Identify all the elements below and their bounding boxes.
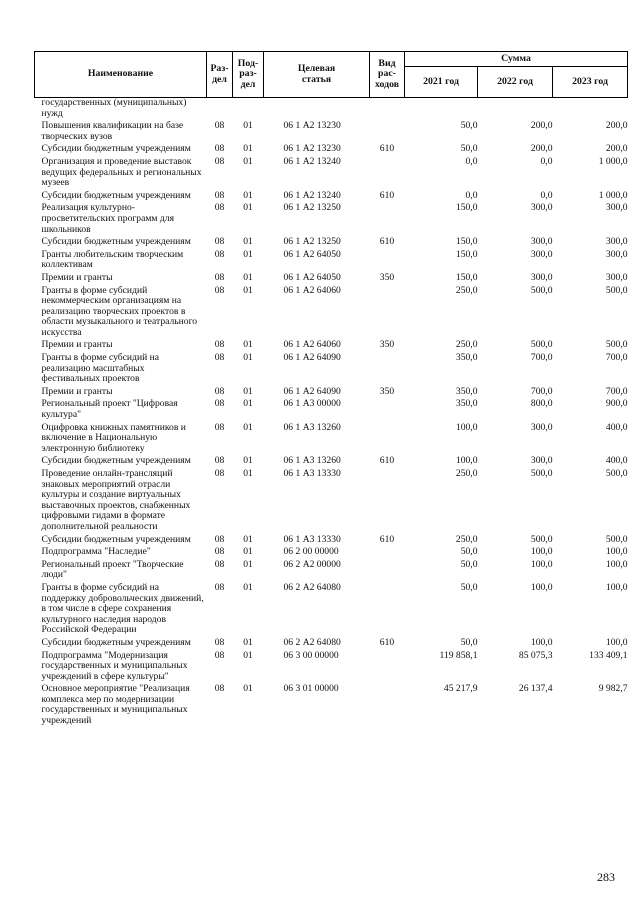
row-sum-2022: 100,0	[530, 636, 553, 648]
row-sum-2023: 500,0	[605, 533, 628, 545]
row-sum-2023: 1 000,0	[598, 189, 628, 201]
row-name: Субсидии бюджетным учреждениям	[41, 455, 191, 467]
row-vid	[370, 157, 405, 191]
row-name: Гранты любительским творческим коллективам	[41, 248, 184, 271]
row-sum-2022: 300,0	[530, 202, 553, 214]
row-sum-2022: 100,0	[530, 558, 553, 570]
row-name: Субсидии бюджетным учреждениям	[41, 143, 191, 155]
row-sum-2021: 250,0	[455, 284, 478, 296]
row-podrazdel: 01	[243, 284, 253, 296]
row-sum-2023: 300,0	[605, 236, 628, 248]
row-sum-2021: 350,0	[455, 385, 478, 397]
row-razdel: 08	[214, 248, 225, 260]
row-target-code: 06 2 А2 64080	[283, 636, 341, 648]
row-vid	[370, 286, 405, 341]
row-razdel: 08	[214, 202, 225, 214]
header-razdel: Раз- дел	[207, 52, 233, 98]
row-sum-2022: 200,0	[530, 120, 553, 132]
header-name: Наименование	[35, 52, 207, 98]
row-sum-2023: 500,0	[605, 339, 628, 351]
row-sum-2023: 100,0	[605, 546, 628, 558]
row-target-code	[264, 98, 370, 122]
row-podrazdel: 01	[243, 636, 253, 648]
row-name: Премии и гранты	[41, 385, 113, 397]
row-razdel: 08	[214, 683, 225, 695]
row-podrazdel: 01	[243, 352, 253, 364]
row-sum-2021: 0,0	[465, 189, 478, 201]
row-name: Подпрограмма "Модернизация государственных и муниципальных учреждений в сфере культуры"	[41, 649, 188, 682]
row-razdel: 08	[214, 120, 225, 132]
header-year-2021: 2021 год	[405, 67, 478, 98]
row-name: Региональный проект "Цифровая культура"	[41, 398, 178, 421]
row-podrazdel: 01	[243, 455, 253, 467]
row-target-code: 06 1 А2 13240	[283, 155, 341, 167]
table-row	[35, 583, 628, 638]
row-sum-2022: 300,0	[530, 248, 553, 260]
row-vid: 610	[379, 636, 395, 648]
row-sum-2023: 9 982,7	[598, 683, 628, 695]
row-name: Оцифровка книжных памятников и включение в Национальную электронную библиотеку	[41, 421, 186, 454]
row-podrazdel: 01	[243, 533, 253, 545]
row-vid: 350	[379, 339, 395, 351]
header-vid: Вид рас- ходов	[370, 52, 405, 98]
table-row	[35, 250, 628, 273]
row-target-code: 06 1 А2 13230	[283, 143, 341, 155]
row-sum-2021: 100,0	[455, 455, 478, 467]
row-razdel: 08	[214, 155, 225, 167]
row-target-code: 06 2 00 00000	[283, 546, 339, 558]
table-row	[35, 547, 628, 560]
row-name: Повышения квалификации на базе творческих вузов	[41, 120, 184, 142]
row-podrazdel: 01	[243, 236, 253, 248]
row-razdel: 08	[214, 236, 225, 248]
row-podrazdel: 01	[243, 155, 253, 167]
row-sum-2022: 500,0	[530, 339, 553, 351]
table-row	[35, 121, 628, 144]
row-razdel: 08	[214, 468, 225, 479]
row-razdel: 08	[214, 581, 225, 593]
row-sum-2023	[553, 98, 628, 122]
row-sum-2021: 250,0	[455, 468, 478, 479]
row-razdel: 08	[214, 398, 225, 410]
page-number: 283	[597, 870, 615, 884]
row-sum-2021	[405, 98, 478, 122]
row-vid: 610	[379, 455, 395, 467]
row-name: государственных (муниципальных) нужд	[41, 97, 187, 119]
row-podrazdel: 01	[243, 202, 253, 214]
row-sum-2021: 350,0	[455, 398, 478, 410]
row-sum-2021: 50,0	[460, 558, 478, 570]
row-sum-2022	[478, 98, 553, 122]
row-razdel: 08	[214, 352, 225, 364]
row-podrazdel: 01	[243, 339, 253, 351]
row-sum-2021: 50,0	[460, 636, 478, 648]
row-razdel: 08	[214, 649, 225, 661]
row-sum-2023: 500,0	[605, 284, 628, 296]
row-podrazdel: 01	[243, 120, 253, 132]
row-vid	[370, 423, 405, 457]
row-sum-2023: 900,0	[605, 398, 628, 410]
row-name: Реализация культурно-просветительских программ для школьников	[41, 202, 174, 235]
row-target-code: 06 1 А3 13330	[283, 468, 341, 479]
row-podrazdel: 01	[243, 385, 253, 397]
row-vid	[370, 583, 405, 638]
table-row	[35, 98, 628, 122]
row-sum-2022: 100,0	[530, 581, 553, 593]
row-razdel: 08	[214, 284, 225, 296]
row-vid: 610	[379, 143, 395, 155]
header-podrazdel: Под- раз- дел	[233, 52, 264, 98]
table-row	[35, 353, 628, 387]
row-razdel: 08	[214, 455, 225, 467]
row-razdel: 08	[214, 546, 225, 558]
row-vid	[370, 121, 405, 144]
row-sum-2023: 133 409,1	[589, 649, 628, 661]
row-razdel: 08	[214, 385, 225, 397]
header-year-2023: 2023 год	[553, 67, 628, 98]
row-sum-2021: 50,0	[460, 120, 478, 132]
row-sum-2023: 700,0	[605, 385, 628, 397]
table-row	[35, 469, 628, 535]
table-row	[35, 423, 628, 457]
row-target-code: 06 1 А2 13250	[283, 202, 341, 214]
row-razdel: 08	[214, 143, 225, 155]
row-sum-2022: 26 137,4	[518, 683, 553, 695]
row-vid	[370, 547, 405, 560]
table-row	[35, 399, 628, 422]
row-vid	[370, 560, 405, 583]
row-sum-2023: 200,0	[605, 143, 628, 155]
row-sum-2023: 500,0	[605, 468, 628, 479]
row-sum-2022: 200,0	[530, 143, 553, 155]
row-razdel: 08	[214, 533, 225, 545]
row-razdel	[207, 98, 233, 122]
row-sum-2022: 700,0	[530, 352, 553, 364]
row-sum-2023: 300,0	[605, 248, 628, 260]
table-row	[35, 286, 628, 341]
row-target-code: 06 1 А2 64050	[283, 248, 341, 260]
row-vid	[370, 98, 405, 122]
row-vid	[370, 353, 405, 387]
row-sum-2022: 700,0	[530, 385, 553, 397]
row-target-code: 06 2 А2 64080	[283, 581, 341, 593]
row-sum-2022: 300,0	[530, 455, 553, 467]
header-year-2022: 2022 год	[478, 67, 553, 98]
row-sum-2023: 700,0	[605, 352, 628, 364]
row-vid	[370, 203, 405, 237]
header-target: Целевая статья	[264, 52, 370, 98]
row-podrazdel: 01	[243, 248, 253, 260]
row-podrazdel: 01	[243, 421, 253, 433]
row-sum-2021: 250,0	[455, 339, 478, 351]
row-name: Субсидии бюджетным учреждениям	[41, 533, 191, 545]
row-sum-2021: 150,0	[455, 271, 478, 283]
row-target-code: 06 1 А2 64060	[283, 284, 341, 296]
row-name: Субсидии бюджетным учреждениям	[41, 636, 191, 648]
row-sum-2023: 100,0	[605, 558, 628, 570]
row-name: Региональный проект "Творческие люди"	[41, 558, 184, 581]
table-row	[35, 157, 628, 191]
row-razdel: 08	[214, 271, 225, 283]
budget-table	[34, 51, 628, 729]
row-target-code: 06 1 А3 13260	[283, 455, 341, 467]
row-podrazdel: 01	[243, 271, 253, 283]
row-sum-2021: 0,0	[465, 155, 478, 167]
row-podrazdel: 01	[243, 546, 253, 558]
row-sum-2022: 0,0	[540, 189, 553, 201]
row-sum-2022: 300,0	[530, 421, 553, 433]
row-name: Основное мероприятие "Реализация комплекса мер по модернизации государственных и муниципальных учреждений	[41, 683, 190, 727]
row-name: Субсидии бюджетным учреждениям	[41, 236, 191, 248]
row-target-code: 06 1 А2 13250	[283, 236, 341, 248]
table-row	[35, 203, 628, 237]
row-target-code: 06 1 А3 13260	[283, 421, 341, 433]
row-target-code: 06 1 А3 00000	[283, 398, 341, 410]
row-target-code: 06 1 А3 13330	[283, 533, 341, 545]
row-sum-2021: 119 858,1	[439, 649, 478, 661]
row-sum-2023: 400,0	[605, 455, 628, 467]
row-razdel: 08	[214, 339, 225, 351]
row-podrazdel: 01	[243, 683, 253, 695]
row-vid	[370, 469, 405, 535]
row-vid: 610	[379, 236, 395, 248]
row-sum-2022: 500,0	[530, 533, 553, 545]
row-podrazdel: 01	[243, 398, 253, 410]
row-vid	[370, 684, 405, 728]
row-sum-2021: 50,0	[460, 581, 478, 593]
row-sum-2021: 50,0	[460, 546, 478, 558]
row-sum-2021: 50,0	[460, 143, 478, 155]
row-sum-2023: 1 000,0	[598, 155, 628, 167]
row-sum-2021: 250,0	[455, 533, 478, 545]
row-target-code: 06 1 А2 13240	[283, 189, 341, 201]
row-podrazdel: 01	[243, 649, 253, 661]
row-target-code: 06 1 А2 64090	[283, 352, 341, 364]
row-sum-2021: 150,0	[455, 236, 478, 248]
row-sum-2022: 0,0	[540, 155, 553, 167]
header-sum: Сумма	[405, 52, 628, 67]
row-name: Проведение онлайн-трансляций знаковых мероприятий отрасли культуры и создание виртуальных выставочных проектов, снабженных цифровыми гидами в формате дополнительной реальности	[41, 468, 191, 532]
table-row	[35, 638, 628, 651]
row-sum-2021: 150,0	[455, 248, 478, 260]
row-razdel: 08	[214, 421, 225, 433]
row-podrazdel: 01	[243, 189, 253, 201]
row-name: Гранты в форме субсидий на поддержку добровольческих движений, в том числе в сфере сохранения культурного наследия народов Российской Федерации	[41, 581, 204, 636]
row-sum-2022: 500,0	[530, 468, 553, 479]
row-sum-2023: 400,0	[605, 421, 628, 433]
table-row	[35, 273, 628, 286]
row-podrazdel: 01	[243, 143, 253, 155]
row-target-code: 06 3 01 00000	[283, 683, 339, 695]
row-vid	[370, 651, 405, 685]
row-razdel: 08	[214, 636, 225, 648]
row-name: Гранты в форме субсидий некоммерческим организациям на реализацию творческих проектов в области музыкального и театрального искусства	[41, 284, 198, 338]
row-sum-2021: 100,0	[455, 421, 478, 433]
row-razdel: 08	[214, 558, 225, 570]
row-razdel: 08	[214, 189, 225, 201]
table-header	[35, 52, 628, 98]
row-sum-2022: 85 075,3	[518, 649, 553, 661]
row-sum-2023: 100,0	[605, 581, 628, 593]
row-podrazdel	[233, 98, 264, 122]
row-podrazdel: 01	[243, 468, 253, 479]
table-row	[35, 684, 628, 728]
row-vid: 350	[379, 385, 395, 397]
row-sum-2022: 100,0	[530, 546, 553, 558]
table-row	[35, 237, 628, 250]
table-body	[35, 98, 628, 729]
table-row	[35, 560, 628, 583]
row-vid: 610	[379, 189, 395, 201]
row-target-code: 06 1 А2 64050	[283, 271, 341, 283]
row-name: Подпрограмма "Наследие"	[41, 546, 151, 558]
row-sum-2022: 300,0	[530, 236, 553, 248]
row-name: Премии и гранты	[41, 339, 113, 351]
row-sum-2022: 800,0	[530, 398, 553, 410]
row-sum-2023: 300,0	[605, 202, 628, 214]
row-name: Премии и гранты	[41, 271, 113, 283]
row-target-code: 06 1 А2 64060	[283, 339, 341, 351]
row-sum-2021: 350,0	[455, 352, 478, 364]
row-podrazdel: 01	[243, 581, 253, 593]
row-sum-2023: 100,0	[605, 636, 628, 648]
row-name: Субсидии бюджетным учреждениям	[41, 189, 191, 201]
row-name: Гранты в форме субсидий на реализацию масштабных фестивальных проектов	[41, 352, 160, 385]
row-sum-2023: 300,0	[605, 271, 628, 283]
row-target-code: 06 1 А2 64090	[283, 385, 341, 397]
row-vid	[370, 399, 405, 422]
row-target-code: 06 2 А2 00000	[283, 558, 341, 570]
row-sum-2022: 300,0	[530, 271, 553, 283]
row-sum-2023: 200,0	[605, 120, 628, 132]
row-vid: 350	[379, 271, 395, 283]
row-sum-2021: 150,0	[455, 202, 478, 214]
row-vid	[370, 250, 405, 273]
row-podrazdel: 01	[243, 558, 253, 570]
row-name: Организация и проведение выставок ведущих федеральных и региональных музеев	[41, 155, 202, 189]
row-sum-2021: 45 217,9	[443, 683, 478, 695]
row-target-code: 06 3 00 00000	[283, 649, 339, 661]
row-target-code: 06 1 А2 13230	[283, 120, 341, 132]
row-sum-2022: 500,0	[530, 284, 553, 296]
table-row	[35, 651, 628, 685]
row-vid: 610	[379, 533, 395, 545]
